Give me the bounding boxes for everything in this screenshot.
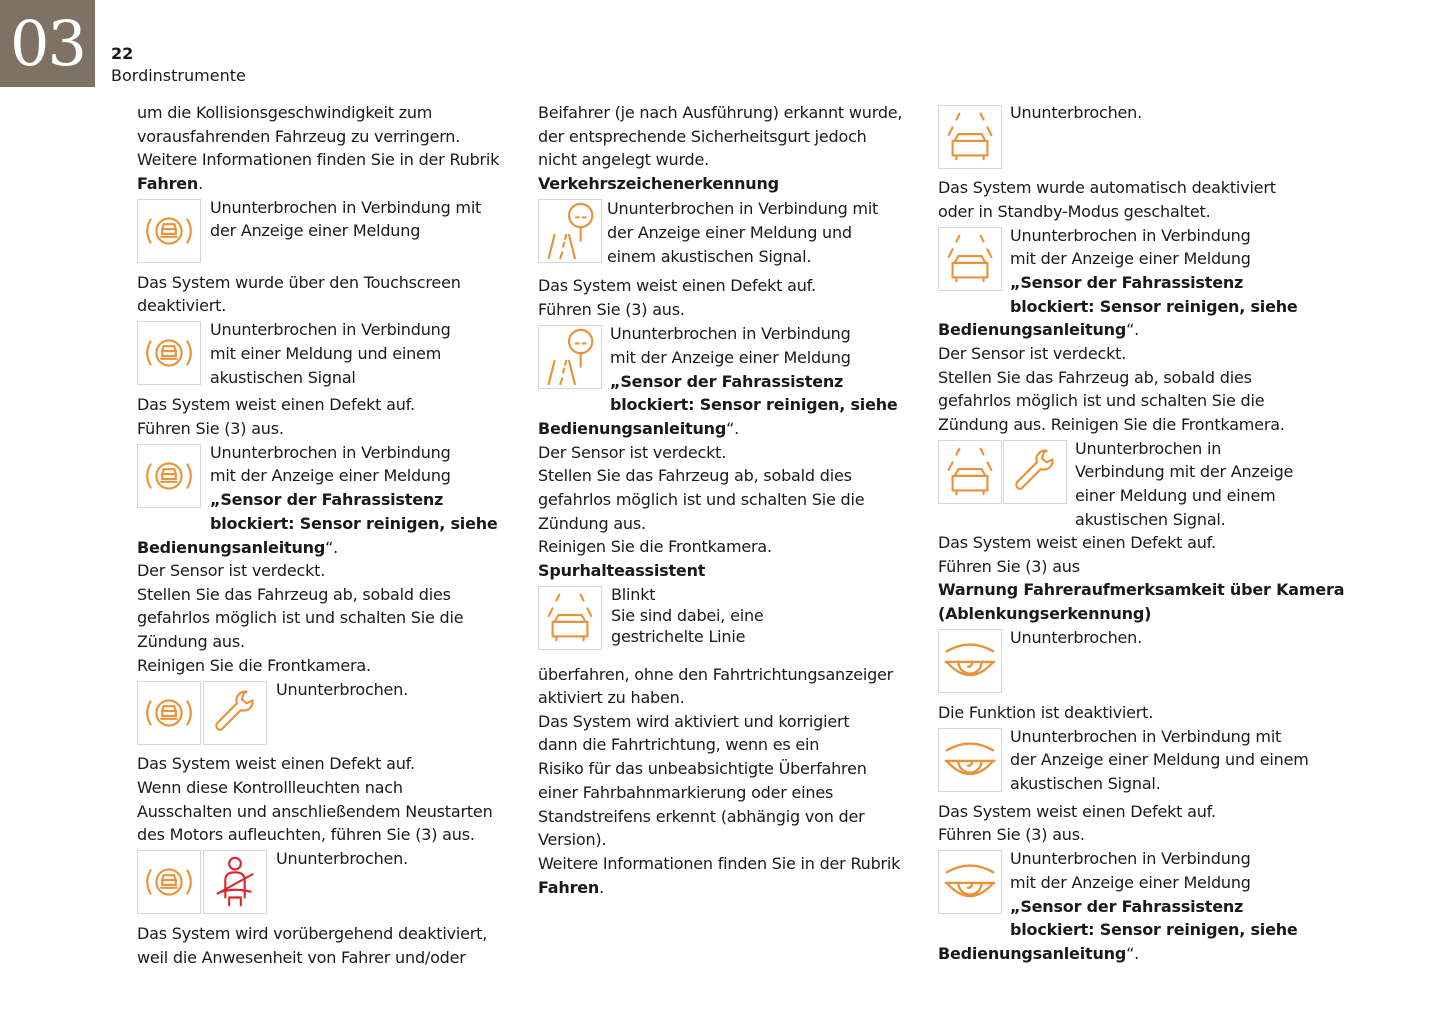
- text-line: überfahren, ohne den Fahrtrichtungsanzeiger: [538, 665, 894, 684]
- text-line: Risiko für das unbeabsichtigte Überfahren: [538, 759, 867, 778]
- text-line: Der Sensor ist verdeckt.: [938, 344, 1127, 363]
- text-line: Das System wird aktiviert und korrigiert: [538, 712, 850, 731]
- text-line: Stellen Sie das Fahrzeug ab, sobald dies: [938, 368, 1252, 387]
- icon-description: Ununterbrochen.: [1010, 628, 1143, 647]
- link-fahren: Fahren: [538, 878, 600, 897]
- icon-description: Sie sind dabei, eine: [611, 606, 764, 625]
- chapter-number-box: 03: [0, 0, 95, 87]
- warning-message: „Sensor der Fahrassistenz: [210, 490, 444, 509]
- icon-description: der Anzeige einer Meldung und: [607, 223, 852, 242]
- text-line: einer Fahrbahnmarkierung oder eines: [538, 783, 834, 802]
- icon-description: Ununterbrochen in Verbindung mit: [607, 199, 879, 218]
- page-number: 22: [111, 44, 134, 63]
- warning-message: „Sensor der Fahrassistenz: [1010, 273, 1244, 292]
- icon-description: Ununterbrochen in Verbindung: [610, 324, 851, 343]
- icon-description: Ununterbrochen in Verbindung mit: [210, 198, 482, 217]
- driver-attention-eye-icon: [938, 728, 1002, 792]
- warning-message: blockiert: Sensor reinigen, siehe: [210, 514, 498, 533]
- text-line: Zündung aus.: [538, 514, 646, 533]
- text-line: vorausfahrenden Fahrzeug zu verringern.: [137, 127, 461, 146]
- text-line: Das System weist einen Defekt auf.: [938, 533, 1216, 552]
- lane-keep-assist-icon: [938, 227, 1002, 291]
- text-line: Beifahrer (je nach Ausführung) erkannt wurde,: [538, 103, 903, 122]
- text-line: des Motors aufleuchten, führen Sie (3) aus.: [137, 825, 475, 844]
- text-line: Das System wird vorübergehend deaktiviert,: [137, 924, 488, 943]
- text-line: [137, 172, 203, 196]
- text-line: Zündung aus. Reinigen Sie die Frontkamera.: [938, 415, 1285, 434]
- warning-message: Bedienungsanleitung: [137, 538, 326, 557]
- icon-description: Verbindung mit der Anzeige: [1075, 462, 1294, 481]
- icon-description: Ununterbrochen in Verbindung: [1010, 226, 1251, 245]
- icon-description: mit der Anzeige einer Meldung: [210, 466, 451, 485]
- icon-description: mit einer Meldung und einem: [210, 344, 442, 363]
- text-line: nicht angelegt wurde.: [538, 150, 710, 169]
- text-line: Reinigen Sie die Frontkamera.: [137, 656, 371, 675]
- text-line: [938, 318, 1139, 342]
- icon-description: Ununterbrochen in: [1075, 439, 1222, 458]
- icon-description: mit der Anzeige einer Meldung: [1010, 873, 1251, 892]
- text-line: Weitere Informationen finden Sie in der Rubrik: [137, 150, 500, 169]
- warning-message: blockiert: Sensor reinigen, siehe: [610, 395, 898, 414]
- seatbelt-warning-icon: [203, 850, 267, 914]
- text-line: Der Sensor ist verdeckt.: [538, 443, 727, 462]
- lane-keep-assist-icon: [538, 586, 602, 650]
- icon-description: Blinkt: [611, 585, 656, 604]
- text-line: Ausschalten und anschließendem Neustarten: [137, 802, 493, 821]
- wrench-icon: [1003, 440, 1067, 504]
- text-line: oder in Standby-Modus geschaltet.: [938, 202, 1211, 221]
- punctuation: “.: [1126, 320, 1140, 339]
- text-line: dann die Fahrtrichtung, wenn es ein: [538, 735, 820, 754]
- subsection-heading: (Ablenkungserkennung): [938, 604, 1152, 623]
- icon-description: akustischen Signal.: [1010, 774, 1161, 793]
- warning-message: Bedienungsanleitung: [538, 419, 727, 438]
- traffic-sign-recognition-icon: [538, 325, 602, 389]
- icon-description: einer Meldung und einem: [1075, 486, 1276, 505]
- warning-message: „Sensor der Fahrassistenz: [1010, 897, 1244, 916]
- collision-radar-car-icon: [137, 681, 201, 745]
- driver-attention-eye-icon: [938, 629, 1002, 693]
- warning-message: Bedienungsanleitung: [938, 320, 1127, 339]
- text-line: weil die Anwesenheit von Fahrer und/oder: [137, 948, 466, 967]
- icon-description: Ununterbrochen in Verbindung: [210, 443, 451, 462]
- icon-description: mit der Anzeige einer Meldung: [1010, 249, 1251, 268]
- text-line: Das System wurde automatisch deaktiviert: [938, 178, 1276, 197]
- text-line: Führen Sie (3) aus: [938, 557, 1080, 576]
- warning-message: Bedienungsanleitung: [938, 944, 1127, 963]
- text-line: Das System weist einen Defekt auf.: [137, 395, 415, 414]
- section-title: Bordinstrumente: [111, 66, 246, 85]
- lane-keep-assist-icon: [938, 440, 1002, 504]
- text-line: um die Kollisionsgeschwindigkeit zum: [137, 103, 433, 122]
- text-line: Die Funktion ist deaktiviert.: [938, 703, 1154, 722]
- icon-description: Ununterbrochen.: [276, 849, 409, 868]
- text-line: Das System wurde über den Touchscreen: [137, 273, 461, 292]
- punctuation: .: [198, 174, 204, 193]
- text-line: Das System weist einen Defekt auf.: [938, 802, 1216, 821]
- collision-radar-car-icon: [137, 850, 201, 914]
- text-line: gefahrlos möglich ist und schalten Sie die: [938, 391, 1265, 410]
- collision-radar-car-icon: [137, 444, 201, 508]
- text-line: [538, 417, 739, 441]
- icon-description: der Anzeige einer Meldung: [210, 221, 421, 240]
- text-line: Stellen Sie das Fahrzeug ab, sobald dies: [538, 466, 852, 485]
- subsection-heading: Verkehrszeichenerkennung: [538, 174, 779, 193]
- icon-description: gestrichelte Linie: [611, 627, 746, 646]
- text-line: [938, 942, 1139, 966]
- text-line: deaktiviert.: [137, 296, 227, 315]
- icon-description: Ununterbrochen in Verbindung: [210, 320, 451, 339]
- collision-radar-car-icon: [137, 321, 201, 385]
- warning-message: „Sensor der Fahrassistenz: [610, 372, 844, 391]
- lane-keep-assist-icon: [938, 105, 1002, 169]
- text-line: Das System weist einen Defekt auf.: [137, 754, 415, 773]
- collision-radar-car-icon: [137, 199, 201, 263]
- icon-description: der Anzeige einer Meldung und einem: [1010, 750, 1309, 769]
- punctuation: “.: [325, 538, 339, 557]
- link-fahren: Fahren: [137, 174, 199, 193]
- warning-message: blockiert: Sensor reinigen, siehe: [1010, 297, 1298, 316]
- text-line: gefahrlos möglich ist und schalten Sie die: [137, 608, 464, 627]
- warning-message: blockiert: Sensor reinigen, siehe: [1010, 920, 1298, 939]
- text-line: Das System weist einen Defekt auf.: [538, 276, 816, 295]
- driver-attention-eye-icon: [938, 850, 1002, 914]
- punctuation: “.: [1126, 944, 1140, 963]
- text-line: gefahrlos möglich ist und schalten Sie die: [538, 490, 865, 509]
- icon-description: mit der Anzeige einer Meldung: [610, 348, 851, 367]
- text-line: Weitere Informationen finden Sie in der Rubrik: [538, 854, 901, 873]
- text-line: [538, 876, 604, 900]
- subsection-heading: Spurhalteassistent: [538, 561, 706, 580]
- text-line: Version).: [538, 830, 607, 849]
- text-line: Der Sensor ist verdeckt.: [137, 561, 326, 580]
- traffic-sign-recognition-icon: [538, 199, 602, 263]
- icon-description: Ununterbrochen in Verbindung mit: [1010, 727, 1282, 746]
- text-line: Führen Sie (3) aus.: [137, 419, 284, 438]
- wrench-icon: [203, 681, 267, 745]
- text-line: [137, 536, 338, 560]
- text-line: Stellen Sie das Fahrzeug ab, sobald dies: [137, 585, 451, 604]
- text-line: Reinigen Sie die Frontkamera.: [538, 537, 772, 556]
- icon-description: Ununterbrochen.: [1010, 103, 1143, 122]
- text-line: Wenn diese Kontrollleuchten nach: [137, 778, 403, 797]
- text-line: Zündung aus.: [137, 632, 245, 651]
- icon-description: akustischen Signal: [210, 368, 356, 387]
- icon-description: Ununterbrochen.: [276, 680, 409, 699]
- icon-description: akustischen Signal.: [1075, 510, 1226, 529]
- punctuation: “.: [726, 419, 740, 438]
- text-line: Führen Sie (3) aus.: [938, 825, 1085, 844]
- text-line: aktiviert zu haben.: [538, 688, 685, 707]
- punctuation: .: [599, 878, 605, 897]
- subsection-heading: Warnung Fahreraufmerksamkeit über Kamera: [938, 580, 1345, 599]
- icon-description: einem akustischen Signal.: [607, 247, 812, 266]
- icon-description: Ununterbrochen in Verbindung: [1010, 849, 1251, 868]
- text-line: Standstreifens erkennt (abhängig von der: [538, 807, 865, 826]
- text-line: der entsprechende Sicherheitsgurt jedoch: [538, 127, 867, 146]
- text-line: Führen Sie (3) aus.: [538, 300, 685, 319]
